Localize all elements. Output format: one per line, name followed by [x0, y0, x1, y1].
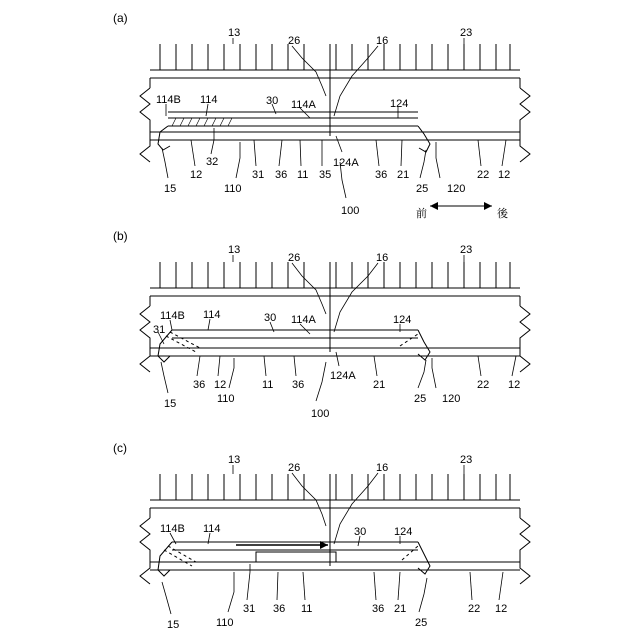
callout-a-31: 31: [252, 169, 265, 181]
callout-a-23: 23: [460, 27, 473, 39]
callout-b-23: 23: [460, 244, 473, 256]
callout-c-22: 22: [468, 603, 481, 615]
callout-b-30: 30: [264, 312, 277, 324]
callout-c-36: 36: [273, 603, 286, 615]
callout-a-12: 12: [190, 169, 203, 181]
callout-a-124A: 124A: [333, 157, 359, 169]
callout-a-110: 110: [224, 183, 242, 195]
callout-a-25: 25: [416, 183, 429, 195]
callout-a-22: 22: [477, 169, 490, 181]
callout-c-124: 124: [394, 526, 413, 538]
callout-b-15: 15: [164, 398, 177, 410]
callout-b-26: 26: [288, 252, 301, 264]
callout-a-114B: 114B: [156, 94, 181, 106]
callout-b-114A: 114A: [291, 314, 316, 326]
callout-c-13: 13: [228, 454, 241, 466]
callout-b-22: 22: [477, 379, 490, 391]
callout-a-12: 12: [498, 169, 511, 181]
callout-a-36: 36: [375, 169, 388, 181]
callout-a-114A: 114A: [291, 99, 316, 111]
callout-b-25: 25: [414, 393, 427, 405]
callout-b-31: 31: [153, 324, 166, 336]
callout-b-11: 11: [262, 379, 274, 391]
callout-c-11: 11: [301, 603, 313, 615]
callout-a-114: 114: [200, 94, 218, 106]
callout-b-36: 36: [193, 379, 206, 391]
callout-b-12: 12: [214, 379, 227, 391]
callout-a-16: 16: [376, 35, 389, 47]
callout-a-13: 13: [228, 27, 241, 39]
callout-b-124A: 124A: [330, 370, 356, 382]
callout-c-21: 21: [394, 603, 407, 615]
callout-c-114: 114: [203, 523, 221, 535]
callout-a-32: 32: [206, 156, 219, 168]
callout-c-36: 36: [372, 603, 385, 615]
callout-a-120: 120: [447, 183, 466, 195]
callout-a-36: 36: [275, 169, 288, 181]
callout-a-100: 100: [341, 205, 360, 217]
callout-c-25: 25: [415, 617, 428, 629]
callout-c-31: 31: [243, 603, 256, 615]
callout-c-16: 16: [376, 462, 389, 474]
callout-b-16: 16: [376, 252, 389, 264]
callout-c-15: 15: [167, 619, 180, 631]
callout-c-26: 26: [288, 462, 301, 474]
callout-c-23: 23: [460, 454, 473, 466]
callout-a-前: 前: [416, 208, 427, 220]
callout-c-30: 30: [354, 526, 367, 538]
panel-letter-b: (b): [113, 229, 128, 243]
callout-c-12: 12: [495, 603, 508, 615]
callout-b-12: 12: [508, 379, 521, 391]
callout-b-36: 36: [292, 379, 305, 391]
callout-a-11: 11: [297, 169, 309, 181]
callout-a-21: 21: [397, 169, 410, 181]
callout-b-124: 124: [393, 314, 412, 326]
callout-b-13: 13: [228, 244, 241, 256]
callout-b-114B: 114B: [160, 310, 185, 322]
callout-a-26: 26: [288, 35, 301, 47]
callout-b-114: 114: [203, 309, 221, 321]
callout-b-120: 120: [442, 393, 461, 405]
callout-a-30: 30: [266, 95, 279, 107]
callout-c-110: 110: [216, 617, 234, 629]
callout-b-100: 100: [311, 408, 330, 420]
callout-a-後: 後: [497, 208, 508, 220]
callout-a-35: 35: [319, 169, 332, 181]
callout-c-114B: 114B: [160, 523, 185, 535]
callout-b-21: 21: [373, 379, 386, 391]
callout-b-110: 110: [217, 393, 235, 405]
callout-a-124: 124: [390, 98, 409, 110]
panel-letter-a: (a): [113, 11, 128, 25]
callout-a-15: 15: [164, 183, 177, 195]
panel-letter-c: (c): [113, 441, 127, 455]
